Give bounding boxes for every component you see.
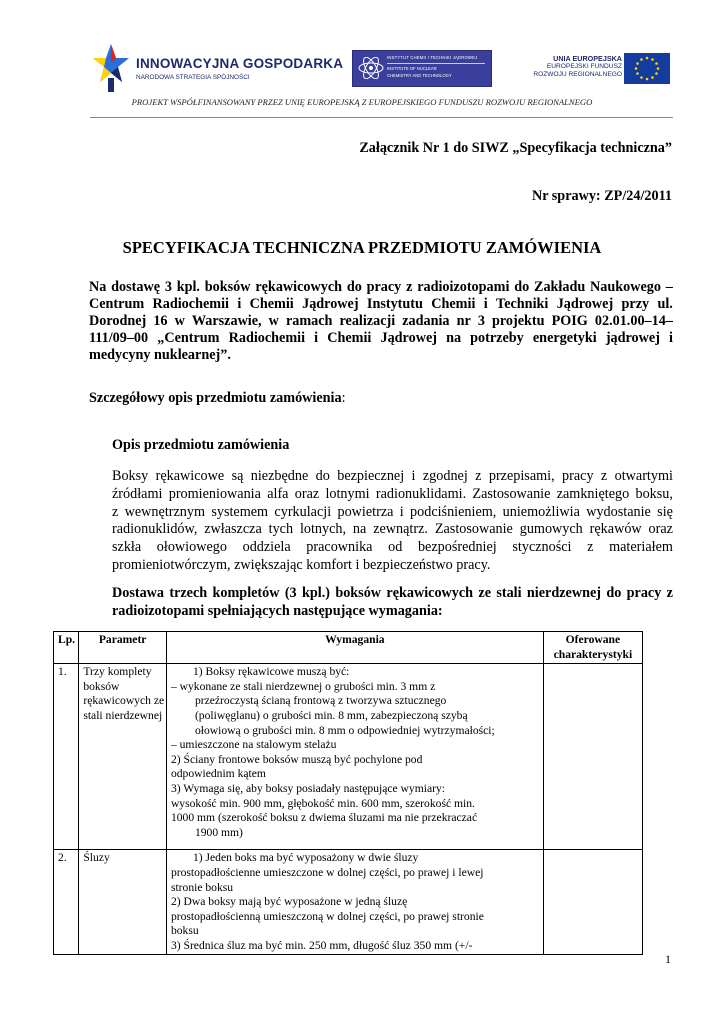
ichtj-logo	[352, 50, 492, 87]
requirement-line: wysokość min. 900 mm, głębokość min. 600 mm, szerokość min.	[170, 796, 475, 810]
word: zgodnej	[422, 468, 468, 484]
subject-description-paragraph	[112, 468, 673, 575]
ichtj-logo-line2: INSTITUTE OF NUCLEAR	[387, 66, 437, 71]
paragraph-line	[112, 468, 673, 486]
word: na	[352, 521, 367, 538]
requirement-line: 1000 mm (szerokość boksu z dwiema śluzami ma nie przekraczać	[170, 811, 478, 825]
parametr-line: rękawicowych ze	[83, 694, 165, 708]
word: materiałem	[609, 539, 673, 556]
header-parametr: Parametr	[79, 632, 167, 664]
requirement-line: boksu	[170, 924, 199, 938]
ue-logo-line3: ROZWOJU REGIONALNEGO	[533, 71, 622, 78]
paragraph-line	[112, 539, 673, 557]
word: z	[406, 279, 413, 295]
word: w	[268, 313, 279, 329]
word: potrzeby	[470, 330, 524, 346]
word: podciśnieniem,	[410, 503, 497, 520]
word: boksów	[204, 279, 251, 295]
table-row	[54, 850, 643, 955]
word: wewnętrznym	[124, 503, 206, 520]
word: z	[587, 539, 594, 556]
word: ołowiowego	[156, 539, 227, 556]
word: 3	[164, 279, 172, 295]
requirement-line: 1) Jeden boks ma być wyposażony w dwie śluzy	[192, 851, 419, 865]
intro-paragraph	[89, 279, 673, 364]
word: i	[237, 296, 242, 312]
word: 16	[153, 313, 168, 329]
word: bezpośredniej	[417, 539, 497, 556]
cell-wymagania	[166, 850, 543, 955]
requirement-line: ołowiową o grubości min. 8 mm o odpowiedniej wytrzymałości;	[194, 723, 495, 737]
cell-oferowane[interactable]	[543, 850, 642, 955]
requirement-line: (poliwęglanu) o grubości min. 8 mm, zabezpieczoną szybą	[194, 708, 468, 722]
ichtj-logo-line1: INSTYTUT CHEMII I TECHNIKI JĄDROWEJ	[387, 55, 478, 60]
word: do	[606, 585, 622, 601]
word: oddziela	[242, 539, 291, 556]
word: zamkniętego	[556, 485, 630, 502]
word: na	[446, 330, 462, 346]
cell-parametr	[79, 850, 167, 955]
word: Chemii	[431, 296, 476, 312]
unia-europejska-logo	[528, 46, 674, 90]
word: zewnątrz.	[373, 521, 428, 538]
word: lotnych,	[299, 521, 347, 538]
word: Naukowego	[590, 279, 661, 295]
word: 02.01.00–14–	[594, 313, 673, 329]
word: i	[399, 503, 404, 520]
word: do	[346, 279, 362, 295]
word: radionuklidów,	[112, 521, 198, 538]
word: trzech	[169, 585, 208, 601]
intro-line	[89, 296, 673, 313]
word: rękawicowe	[155, 468, 225, 484]
word: Jądrowej	[302, 296, 359, 312]
intro-line	[89, 279, 673, 296]
requirement-line: 3) Średnica śluz ma być min. 250 mm, długość śluz 350 mm (+/-	[170, 938, 473, 952]
page-number: 1	[665, 952, 671, 966]
word: Radiochemii	[228, 330, 306, 346]
word: nr	[456, 313, 471, 329]
word: przy	[621, 296, 650, 312]
requirement-line: odpowiednim kątem	[170, 767, 266, 781]
innowacyjna-gospodarka-logo	[92, 42, 344, 94]
word: projektu	[491, 313, 545, 329]
word: Chemii	[249, 296, 294, 312]
word: gumowych	[519, 521, 583, 538]
word: pracy	[366, 279, 402, 295]
word: rękawicowych	[255, 279, 343, 295]
word: i	[483, 296, 488, 312]
delivery-line: radioizotopami spełniających następujące wymagania:	[112, 603, 443, 619]
word: Jądrowej	[556, 296, 614, 312]
word: ramach	[285, 313, 333, 329]
word: Zastosowanie	[472, 485, 551, 502]
ue-logo-line2: EUROPEJSKI FUNDUSZ	[546, 63, 622, 70]
word: z	[112, 503, 119, 520]
word: energetyki	[532, 330, 597, 346]
parametr-line: stali nierdzewnej	[83, 708, 163, 722]
requirement-line: 1) Boksy rękawicowe muszą być:	[192, 665, 350, 679]
table-header-row	[54, 632, 643, 664]
requirement-line: prostopadłościenną umieszczoną w dolnej części, po prawej stronie	[170, 909, 484, 923]
detailed-description-text: Szczegółowy opis przedmiotu zamówienia	[89, 390, 342, 406]
requirement-line: stronie boksu	[170, 880, 234, 894]
word: zwłaszcza	[204, 521, 262, 538]
word: z	[475, 468, 482, 484]
requirement-line: przeźroczystą ścianą frontową z tworzywa sztucznego	[194, 694, 447, 708]
ichtj-logo-line3: CHEMISTRY AND TECHNOLOGY	[387, 73, 452, 78]
table-row	[54, 664, 643, 850]
word: otwartymi	[614, 468, 673, 484]
eu-flag-icon	[624, 53, 670, 84]
word: bezpiecznej	[337, 468, 405, 484]
word: jądrowej	[605, 330, 660, 346]
word: radionuklidami.	[375, 485, 467, 502]
cell-parametr	[79, 664, 167, 850]
word: z	[600, 468, 608, 484]
intro-line: medycyny nuklearnej”.	[89, 347, 231, 363]
word: od	[388, 539, 403, 556]
ig-star-logo	[92, 42, 130, 94]
word: w	[174, 313, 185, 329]
word: oraz	[648, 521, 673, 538]
parametr-line: Śluzy	[83, 851, 110, 865]
word: z	[666, 585, 673, 601]
case-number: Nr sprawy: ZP/24/2011	[531, 188, 672, 204]
word: 3	[477, 313, 485, 329]
ig-logo-subtitle: NARODOWA STRATEGIA SPÓJNOŚCI	[136, 74, 250, 81]
word: lotnymi	[325, 485, 370, 502]
word: Na	[89, 279, 107, 295]
ig-logo-title: INNOWACYJNA GOSPODARKA	[136, 56, 344, 71]
header-oferowane: Oferowane charakterystyki	[543, 632, 642, 664]
header-divider	[90, 117, 673, 118]
detailed-description-heading	[89, 390, 346, 407]
word: Zakładu	[533, 279, 586, 295]
word: kompletów	[212, 585, 280, 601]
word: cyrkulacji	[274, 503, 332, 520]
word: 111/09–00	[89, 330, 149, 346]
cell-lp: 2.	[54, 850, 79, 955]
paragraph-line: promieniotwórczym, zwiększając komfort i bezpieczeństwo pracy.	[112, 556, 491, 573]
project-cofinancing-line: PROJEKT WSPÓŁFINANSOWANY PRZEZ UNIĘ EUROPEJSKĄ Z EUROPEJSKIEGO FUNDUSZU ROZWOJU REGIONALNEGO	[131, 97, 593, 107]
detailed-description-colon: :	[341, 390, 346, 406]
word: Instytutu	[366, 296, 423, 312]
word: Zastosowanie	[434, 521, 513, 538]
word: boksów	[335, 585, 382, 601]
word: uniemożliwia	[502, 503, 580, 520]
word: Dorodnej	[89, 313, 147, 329]
word: rękawów	[589, 521, 642, 538]
word: zadania	[402, 313, 450, 329]
requirement-line: prostopadłościenne umieszczone w dolnej części, po prawej i lewej	[170, 865, 484, 879]
word: Jądrowej	[380, 330, 437, 346]
word: dostawę	[111, 279, 161, 295]
page-title: SPECYFIKACJA TECHNICZNA PRZEDMIOTU ZAMÓWIENIA	[122, 238, 602, 257]
requirement-line: 2) Ściany frontowe boksów muszą być pochylone pod	[170, 752, 423, 766]
cell-spacer	[171, 840, 539, 848]
word: radioizotopami	[417, 279, 510, 295]
header-wymagania: Wymagania	[166, 632, 543, 664]
ue-logo-line1: UNIA EUROPEJSKA	[553, 54, 622, 63]
cell-wymagania	[166, 664, 543, 850]
word: realizacji	[339, 313, 396, 329]
word: systemem	[211, 503, 269, 520]
word: do	[315, 468, 330, 484]
header-lp: Lp.	[54, 632, 79, 664]
requirements-table	[53, 631, 643, 955]
word: się	[657, 503, 673, 520]
word: wydostanie	[586, 503, 651, 520]
ue-logo-text	[533, 54, 622, 79]
word: Dostawa	[112, 585, 165, 601]
parametr-line: Trzy komplety	[83, 665, 152, 679]
word: POIG	[551, 313, 588, 329]
paragraph-line	[112, 486, 673, 504]
word: są	[231, 468, 244, 484]
word: pracownika	[306, 539, 373, 556]
word: Warszawie,	[191, 313, 262, 329]
word: pracy	[626, 585, 662, 601]
word: Techniki	[496, 296, 549, 312]
word: boksu,	[635, 485, 673, 502]
word: alfa	[267, 485, 289, 502]
word: Boksy	[112, 468, 149, 484]
word: „Centrum	[157, 330, 220, 346]
word: Chemii	[327, 330, 372, 346]
cell-lp: 1.	[54, 664, 79, 850]
word: pracy	[562, 468, 594, 484]
requirement-line: – wykonane ze stali nierdzewnej o grubości min. 3 mm z	[170, 679, 436, 693]
paragraph-line	[112, 521, 673, 539]
word: powietrza	[337, 503, 394, 520]
word: tych	[268, 521, 294, 538]
ichtj-atom-logo	[358, 57, 384, 79]
word: szkła	[112, 539, 142, 556]
word: promieniowania	[168, 485, 261, 502]
word: styczności	[512, 539, 572, 556]
word: i	[411, 468, 416, 484]
subject-description-heading: Opis przedmiotu zamówienia	[112, 437, 290, 453]
word: Centrum	[89, 296, 145, 312]
word: do	[514, 279, 530, 295]
word: źródłami	[112, 485, 163, 502]
parametr-line: boksów	[83, 679, 120, 693]
word: ul.	[657, 296, 673, 312]
requirement-line: 3) Wymaga się, aby boksy posiadały następujące wymiary:	[170, 781, 445, 795]
word: –	[665, 279, 673, 295]
delivery-line	[112, 584, 673, 602]
word: oraz	[294, 485, 320, 502]
requirement-line: 1900 mm)	[194, 825, 243, 839]
word: i	[669, 330, 673, 346]
word: kpl.)	[301, 585, 330, 601]
attachment-label: Załącznik Nr 1 do SIWZ „Specyfikacja techniczna”	[359, 140, 672, 156]
requirement-line: 2) Dwa boksy mają być wyposażone w jedną śluzę	[170, 895, 408, 909]
intro-line	[89, 330, 673, 347]
paragraph-line	[112, 504, 673, 522]
word: i	[314, 330, 319, 346]
intro-line	[89, 313, 673, 330]
requirement-line: – umieszczone na stalowym stelażu	[170, 738, 337, 752]
word: niezbędne	[250, 468, 309, 484]
word: przepisami,	[488, 468, 555, 484]
word: ze	[478, 585, 492, 601]
word: stali	[496, 585, 522, 601]
word: Radiochemii	[152, 296, 229, 312]
cell-oferowane[interactable]	[543, 664, 642, 850]
word: (3	[284, 585, 297, 601]
delivery-requirements-heading	[112, 584, 673, 620]
word: kpl.	[176, 279, 200, 295]
word: nierdzewnej	[526, 585, 601, 601]
ichtj-logo-divider	[387, 63, 485, 64]
word: rękawicowych	[386, 585, 474, 601]
